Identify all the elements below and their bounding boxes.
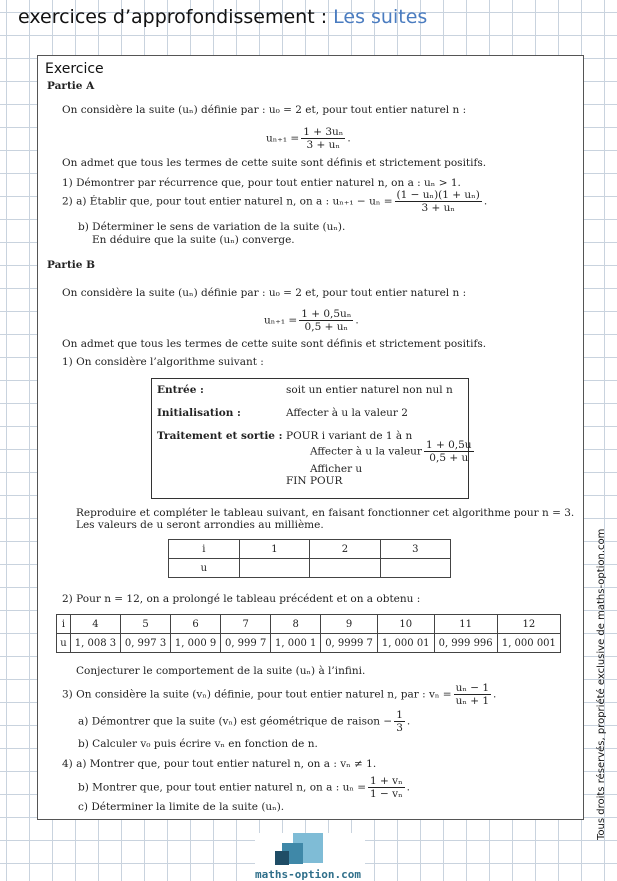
part-a-q2a: 2) a) Établir que, pour tout entier naturel n, on a : uₙ₊₁ − uₙ = $\frac{\text{(1 − uₙ)(1 + uₙ)}}{\text{3 + uₙ}}$ .	[62, 189, 488, 214]
num: 1	[396, 709, 403, 721]
cell: 10	[377, 615, 434, 634]
part-a-q1: 1) Démontrer par récurrence que, pour tout entier naturel n, on a : uₙ > 1.	[62, 177, 461, 189]
algorithm-box	[151, 378, 472, 499]
cell: 5	[120, 615, 170, 634]
cell: 7	[221, 615, 271, 634]
part-b-q3a: a) Démontrer que la suite (vₙ) est géométrique de raison − $\frac{1}{3}$ .	[78, 709, 411, 734]
part-b-q4b: b) Montrer que, pour tout entier naturel n, on a : uₙ = $\frac{\text{1 + vₙ}}{\text{1 − vₙ}}$ .	[78, 775, 411, 800]
fraction	[394, 709, 405, 734]
logo	[255, 833, 365, 881]
copyright-text: Tous droits réservés, propriété exclusive de maths-option.com	[596, 528, 607, 840]
part-b-q1: 1) On considère l’algorithme suivant :	[62, 356, 264, 368]
cell: 9	[321, 615, 378, 634]
cell: 6	[171, 615, 221, 634]
cell: 1	[239, 540, 309, 559]
cell: 0, 999 996	[434, 634, 497, 653]
table-row	[169, 540, 451, 559]
q-text: 2) a) Établir que, pour tout entier naturel n, on a : uₙ₊₁ − uₙ =	[62, 195, 393, 208]
part-a-q2b-2: En déduire que la suite (uₙ) converge.	[92, 234, 295, 246]
cell	[310, 559, 380, 578]
part-b-q4c: c) Déterminer la limite de la suite (uₙ).	[78, 801, 285, 813]
num: 1 + vₙ	[370, 775, 403, 787]
part-b-formula: uₙ₊₁ = $\frac{\text{1 + 0,5uₙ}}{\text{0,5 + uₙ}}$ .	[264, 308, 359, 333]
fraction	[299, 308, 353, 333]
num: 1 + 0,5u	[425, 439, 472, 451]
fraction	[301, 126, 345, 151]
cell: 0, 9999 7	[321, 634, 378, 653]
algo-init-value: Affecter à u la valeur 2	[286, 407, 408, 419]
q-text: 3) On considère la suite (vₙ) définie, pour tout entier naturel n, par : vₙ =	[62, 688, 452, 701]
table-n3	[168, 539, 451, 578]
reproduce-text: Reproduire et compléter le tableau suivant, en faisant fonctionner cet algorithme pour n = 3.	[76, 507, 575, 519]
logo-text: maths-option.com	[255, 868, 361, 881]
algo-assign	[310, 439, 476, 464]
title-text: exercices d’approfondissement :	[18, 6, 334, 28]
algo-input-label: Entrée :	[157, 384, 204, 396]
table-row	[57, 634, 561, 653]
cell: 4	[70, 615, 120, 634]
cell: 1, 000 1	[271, 634, 321, 653]
cell	[239, 559, 309, 578]
den: 0,5 + u	[429, 452, 469, 464]
part-a-formula: uₙ₊₁ = $\frac{\text{1 + 3uₙ}}{\text{3 + uₙ}}$ .	[266, 126, 351, 151]
algo-print: Afficher u	[310, 463, 363, 475]
fraction	[395, 189, 482, 214]
title-accent: Les suites	[333, 6, 428, 28]
cell: 12	[497, 615, 560, 634]
page-title	[18, 6, 427, 28]
algo-init-label: Initialisation :	[157, 407, 241, 419]
conjecture-text: Conjecturer le comportement de la suite (uₙ) à l’infini.	[76, 665, 366, 677]
cell: 2	[310, 540, 380, 559]
cell: 1, 000 001	[497, 634, 560, 653]
lhs: uₙ₊₁ =	[266, 132, 300, 145]
cell	[380, 559, 450, 578]
part-b-q4a: 4) a) Montrer que, pour tout entier naturel n, on a : vₙ ≠ 1.	[62, 758, 377, 770]
cell: 3	[380, 540, 450, 559]
part-a-intro: On considère la suite (uₙ) définie par : u₀ = 2 et, pour tout entier naturel n :	[62, 104, 467, 116]
algo-proc-label: Traitement et sortie :	[157, 430, 283, 442]
den: uₙ + 1	[455, 695, 490, 707]
part-b-admit: On admet que tous les termes de cette suite sont définis et strictement positifs.	[62, 338, 487, 350]
part-b-q3b: b) Calculer v₀ puis écrire vₙ en fonction de n.	[78, 738, 318, 750]
exercise-label: Exercice	[45, 61, 104, 77]
q-text: a) Démontrer que la suite (vₙ) est géométrique de raison −	[78, 715, 393, 728]
logo-square	[275, 851, 289, 865]
den: 3	[396, 722, 403, 734]
part-b-intro: On considère la suite (uₙ) définie par : u₀ = 2 et, pour tout entier naturel n :	[62, 287, 467, 299]
table-row	[169, 559, 451, 578]
cell: i	[169, 540, 240, 559]
den: 3 + uₙ	[306, 139, 340, 151]
part-a-title: Partie A	[47, 80, 95, 92]
den: 1 − vₙ	[370, 788, 403, 800]
fraction	[424, 439, 474, 464]
cell: 11	[434, 615, 497, 634]
exercise-box	[37, 55, 584, 820]
q-text: b) Montrer que, pour tout entier naturel n, on a : uₙ =	[78, 781, 367, 794]
num: 1 + 0,5uₙ	[301, 308, 352, 320]
part-a-admit: On admet que tous les termes de cette suite sont définis et strictement positifs.	[62, 157, 487, 169]
den: 0,5 + uₙ	[304, 321, 349, 333]
algo-end: FIN POUR	[286, 475, 343, 487]
part-b-title: Partie B	[47, 259, 95, 271]
table-row	[57, 615, 561, 634]
cell: 1, 008 3	[70, 634, 120, 653]
algo-loop: POUR i variant de 1 à n	[286, 430, 413, 442]
num: (1 − uₙ)(1 + uₙ)	[396, 189, 480, 201]
algo-input-value: soit un entier naturel non nul n	[286, 384, 453, 396]
cell: u	[169, 559, 240, 578]
cell: 1, 000 01	[377, 634, 434, 653]
cell: 8	[271, 615, 321, 634]
cell: 1, 000 9	[171, 634, 221, 653]
part-b-q2: 2) Pour n = 12, on a prolongé le tableau précédent et on a obtenu :	[62, 593, 421, 605]
cell: 0, 997 3	[120, 634, 170, 653]
fraction	[454, 682, 491, 707]
den: 3 + uₙ	[421, 202, 455, 214]
cell: u	[57, 634, 71, 653]
num: uₙ − 1	[455, 682, 490, 694]
rounding-text: Les valeurs de u seront arrondies au millième.	[76, 519, 324, 531]
cell: i	[57, 615, 71, 634]
assign-text: Affecter à u la valeur	[310, 445, 422, 458]
cell: 0, 999 7	[221, 634, 271, 653]
table-n12	[56, 614, 561, 653]
fraction	[368, 775, 405, 800]
part-a-q2b: b) Déterminer le sens de variation de la suite (uₙ).	[78, 221, 346, 233]
num: 1 + 3uₙ	[303, 126, 344, 138]
lhs: uₙ₊₁ =	[264, 314, 298, 327]
part-b-q3: 3) On considère la suite (vₙ) définie, pour tout entier naturel n, par : vₙ = $\frac{\text{uₙ − 1}}{\text{uₙ + 1}}$ .	[62, 682, 497, 707]
